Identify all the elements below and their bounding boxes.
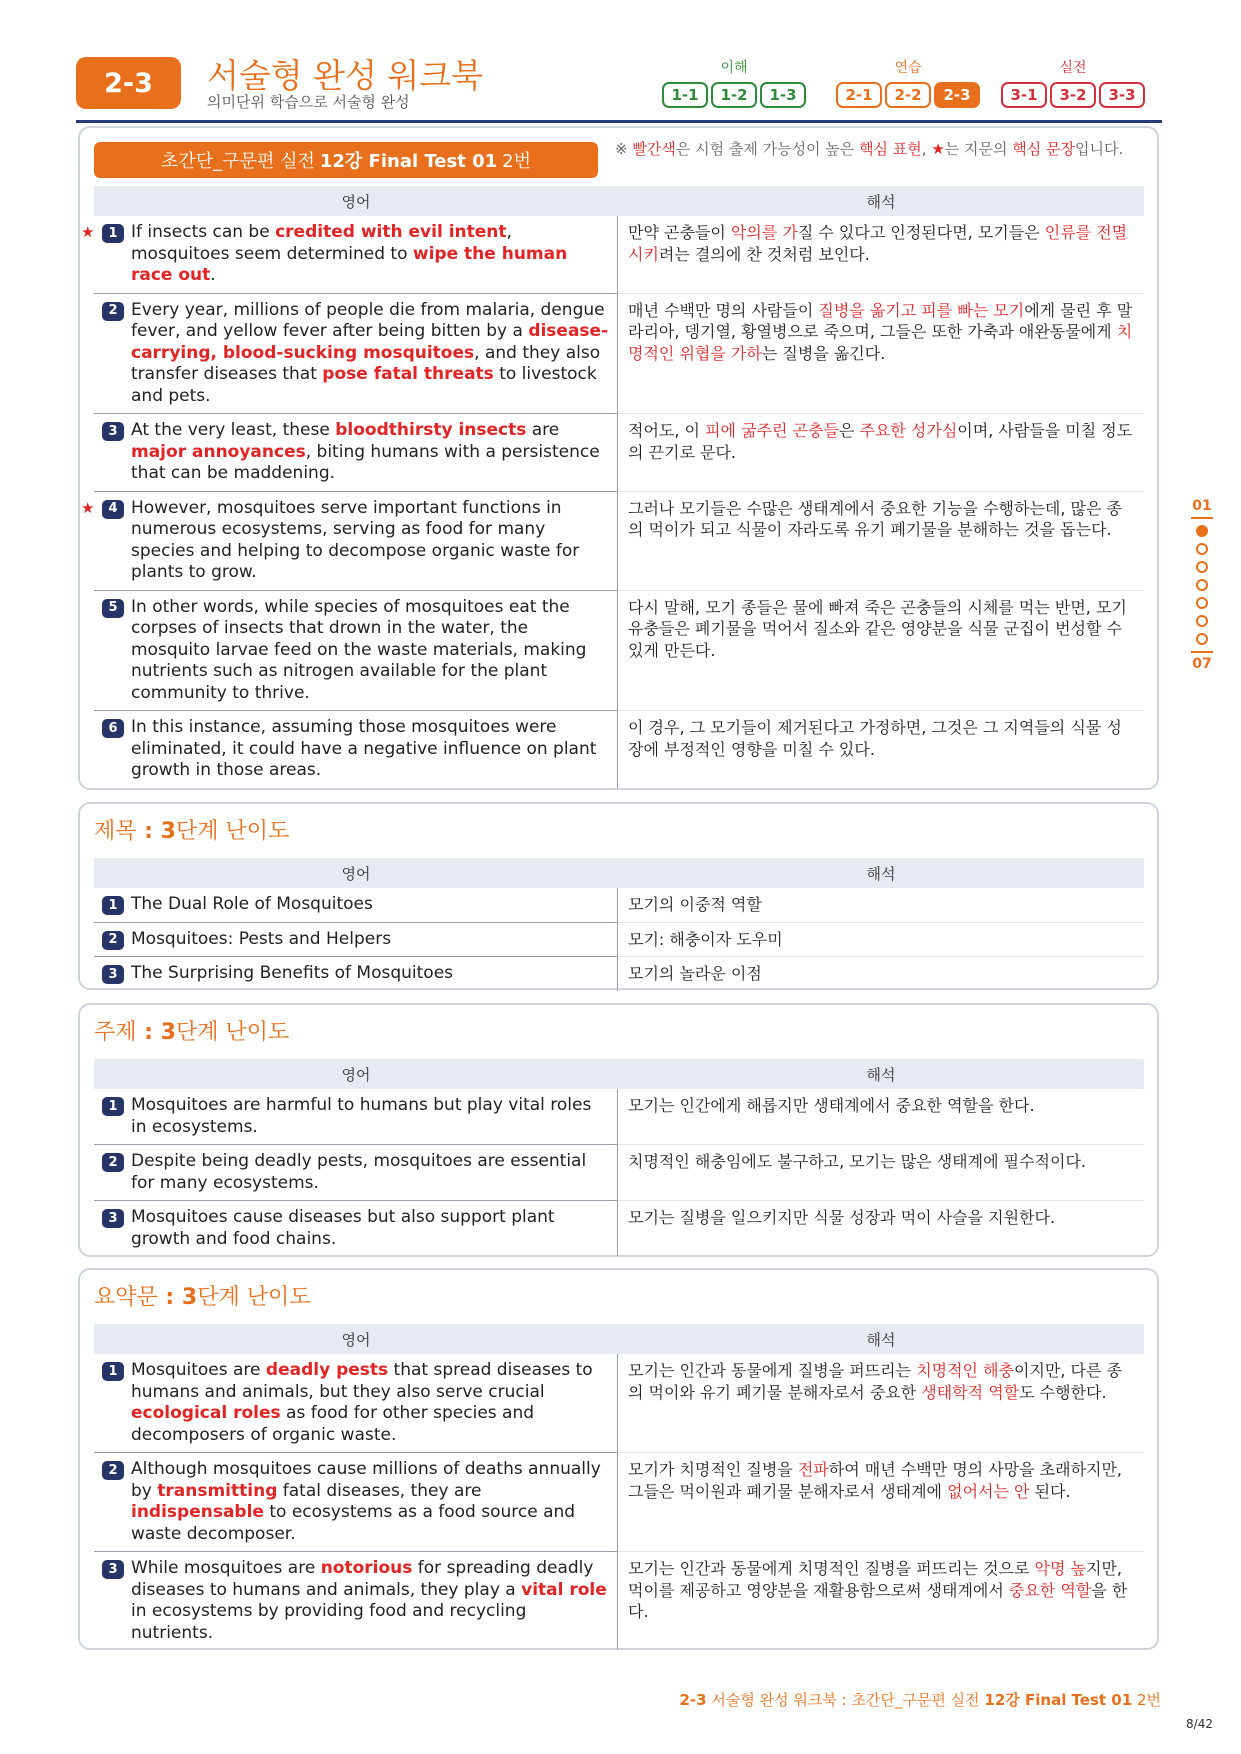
sentence-number: 3 [102,422,124,441]
key-expression: disease-carrying, blood-sucking mosquitoes [131,321,609,363]
translation-text: 려는 결의에 찬 것처럼 보인다. [658,244,870,264]
translation-text: 된다. [1029,1481,1071,1501]
korean-cell [618,492,1144,591]
table-row [94,888,1144,923]
translation-text: 모기의 이중적 역할 [628,895,762,914]
korean-cell [618,711,1144,788]
translation-text: 에게 물린 후 말라리아, 뎅기열, 황열병으로 죽으며, 그들은 또한 가축과 애완동물에게 [628,300,1133,341]
table-row [81,216,1144,294]
nav-dot[interactable] [1196,543,1208,555]
level-pill-1-2[interactable]: 1-2 [711,82,757,108]
level-group-real [1001,57,1145,108]
key-translation: 질병을 옮기고 피를 빠는 모기 [818,300,1025,320]
key-sentence-star-icon: ★ [81,498,95,517]
sentence-text: If insects can be [131,222,276,242]
key-expression: pose fatal threats [322,364,494,384]
test-title-bold: 12강 Final Test 01 [319,151,498,172]
english-cell [94,1145,618,1201]
level-label: 이해 [720,60,748,76]
translation-text: 다시 말해, 모기 종들은 물에 빠져 죽은 곤충들의 시체를 먹는 반면, 모기 유충들은 폐기물을 먹어서 질소와 같은 영양분을 식물 군집이 번성할 수 있게 만든다. [628,597,1127,660]
col-header-english: 영어 [341,192,371,211]
korean-cell [618,1552,1144,1650]
english-cell [81,216,618,294]
summary-rows [94,1354,1144,1650]
english-cell [94,591,618,712]
sentence-text: to livestock and pets. [131,364,597,406]
legend-note: ※ 빨간색은 시험 출제 가능성이 높은 핵심 표현, ★는 지문의 핵심 문장입니다. [615,140,1124,158]
sentence-text: for spreading deadly diseases to humans and animals, they play a [131,1558,594,1600]
korean-cell [618,957,1144,991]
translation-text: 는 질병을 옮긴다. [761,343,886,363]
translation-text: 모기는 인간과 동물에게 치명적인 질병을 퍼뜨리는 것으로 [628,1559,1035,1578]
nav-end-label: 07 [1192,656,1212,672]
translation-text: 적어도, 이 [628,421,706,440]
sentence-number: 3 [102,965,124,984]
table-row [94,1201,1144,1256]
passage-panel [78,126,1159,790]
translation-text: 이며, 사람들을 미칠 정도의 끈기로 문다. [628,421,1133,462]
sentence-number: 2 [102,1461,124,1480]
section-title-theme: 주제 : 3단계 난이도 [94,1020,290,1045]
nav-dot[interactable] [1196,525,1208,537]
table-header [94,1324,1144,1354]
sentence-number: 1 [102,224,124,243]
korean-cell [618,1453,1144,1552]
key-translation: 인류를 전멸시키 [628,223,1128,264]
summary-table [94,1324,1144,1650]
english-cell [94,1089,618,1145]
sentence-text: Despite being deadly pests, mosquitoes are essential for many ecosystems. [131,1151,587,1193]
header-divider [76,120,1162,123]
korean-cell [618,294,1144,415]
sentence-text: to ecosystems as a food source and waste decomposer. [131,1502,576,1544]
key-translation: 악의를 가 [730,223,798,242]
level-pill-2-2[interactable]: 2-2 [885,82,931,108]
english-cell [81,492,618,591]
translation-text: 이 경우, 그 모기들이 제거된다고 가정하면, 그것은 그 지역들의 식물 성장에 부정적인 영향을 미칠 수 있다. [628,718,1122,759]
key-translation: 생태학적 역할 [921,1382,1020,1402]
translation-text: 치명적인 해충임에도 불구하고, 모기는 많은 생태계에 필수적이다. [628,1152,1087,1171]
translation-text: 모기는 질병을 일으키지만 식물 성장과 먹이 사슬을 지원한다. [628,1208,1056,1227]
key-translation: 피에 굶주린 곤충들 [705,421,839,440]
sentence-text: are [526,420,560,440]
key-expression: wipe the human race out [131,243,568,285]
key-translation: 치명적인 해충 [916,1361,1015,1380]
english-cell [94,1552,618,1650]
level-pill-1-1[interactable]: 1-1 [662,82,708,108]
korean-cell [618,1201,1144,1256]
level-pill-3-2[interactable]: 3-2 [1050,82,1096,108]
korean-cell [618,216,1144,294]
korean-cell [618,1089,1144,1145]
level-label: 연습 [894,60,922,76]
col-header-korean: 해석 [866,864,896,883]
sentence-number: 2 [102,1153,124,1172]
translation-text: 매년 수백만 명의 사람들이 [628,300,819,320]
nav-dot[interactable] [1196,615,1208,627]
sentence-text: , biting humans with a persistence that can be maddening. [131,441,600,483]
sentence-text: in ecosystems by providing food and recycling nutrients. [131,1601,527,1643]
sentence-number: 2 [102,931,124,950]
sentence-text: The Surprising Benefits of Mosquitoes [131,963,454,983]
lesson-badge: 2-3 [76,57,181,109]
section-title-summary: 요약문 : 3단계 난이도 [94,1285,311,1310]
sentence-number: 3 [102,1560,124,1579]
nav-bar [1191,651,1213,653]
english-cell [94,1354,618,1453]
translation-text: 이지만, 다른 종의 먹이와 유기 폐기물 분해자로서 중요한 [628,1361,1123,1402]
key-translation: 없어서는 안 [947,1481,1030,1501]
table-row [81,492,1144,591]
test-title-post: 2번 [502,151,531,172]
col-header-english: 영어 [341,1330,371,1349]
sentence-number: 1 [102,896,124,915]
summary-panel [78,1268,1159,1650]
table-row [94,923,1144,958]
nav-start-label: 01 [1192,498,1212,514]
page-subtitle: 의미단위 학습으로 서술형 완성 [207,93,410,111]
table-row [94,591,1144,712]
table-row [94,414,1144,492]
english-cell [94,957,618,991]
level-group-practice [836,57,980,108]
title-rows [94,888,1144,991]
page-number: 8/42 [1186,1717,1213,1731]
english-cell [94,711,618,788]
sentence-text: While mosquitoes are [131,1558,321,1578]
key-expression: ecological roles [131,1403,281,1423]
table-row [94,711,1144,788]
korean-cell [618,1354,1144,1453]
key-translation: 전파 [797,1460,829,1479]
sentence-text: Every year, millions of people die from malaria, dengue fever, and yellow fever after being bitten by a [131,299,605,341]
translation-text: 모기는 인간에게 해롭지만 생태계에서 중요한 역할을 한다. [628,1096,1035,1115]
page-title: 서술형 완성 워크북 [207,56,484,95]
col-header-english: 영어 [341,1065,371,1084]
nav-dot[interactable] [1196,597,1208,609]
nav-dot[interactable] [1196,579,1208,591]
table-row [94,957,1144,991]
translation-text: 을 한다. [628,1580,1128,1621]
theme-panel [78,1003,1159,1257]
level-pill-2-3[interactable]: 2-3 [934,82,980,108]
sentence-number: 4 [102,500,124,519]
passage-table [81,186,1144,788]
sentence-text: In this instance, assuming those mosquitoes were eliminated, it could have a negative influence on plant growth in those areas. [131,717,597,780]
english-cell [94,294,618,415]
korean-cell [618,888,1144,923]
key-translation: 악명 높 [1034,1559,1087,1578]
level-pill-3-3[interactable]: 3-3 [1099,82,1145,108]
key-expression: major annoyances [131,441,306,462]
test-title-pre: 초간단_구문편 실전 [161,151,315,172]
translation-text: 은 [838,421,860,440]
level-pill-3-1[interactable]: 3-1 [1001,82,1047,108]
side-progress-nav [1190,498,1214,672]
translation-text: 모기는 인간과 동물에게 질병을 퍼뜨리는 [628,1361,917,1380]
key-translation: 중요한 역할 [1008,1580,1092,1600]
translation-text: 지만, 먹이를 제공하고 영양분을 재활용함으로써 생태계에서 [628,1559,1123,1600]
translation-text: 만약 곤충들이 [628,223,731,242]
col-header-english: 영어 [341,864,371,883]
sentence-number: 6 [102,719,124,738]
sentence-number: 1 [102,1097,124,1116]
sentence-text: In other words, while species of mosquitoes eat the corpses of insects that drown in the water, the mosquito larvae feed on the waste materials, making nutrients such as nitrogen available for the plant community to thrive. [131,596,587,703]
level-group-understand [662,57,806,108]
key-sentence-star-icon: ★ [81,223,95,241]
col-header-korean: 해석 [866,1065,896,1084]
nav-dot[interactable] [1196,561,1208,573]
sentence-text: fatal diseases, they are [277,1480,482,1501]
theme-rows [94,1089,1144,1256]
sentence-text: Mosquitoes are harmful to humans but play vital roles in ecosystems. [131,1095,592,1137]
sentence-text: as food for other species and decomposers of organic waste. [131,1403,535,1445]
korean-cell [618,1145,1144,1201]
korean-cell [618,923,1144,958]
table-header [94,858,1144,888]
table-row [94,1354,1144,1453]
table-row [94,1453,1144,1552]
nav-bar [1191,517,1213,519]
sentence-text: However, mosquitoes serve important functions in numerous ecosystems, serving as food for many species and helping to decompose organic waste for plants to grow. [131,497,580,582]
title-table [94,858,1144,991]
key-expression: credited with evil intent [275,222,507,242]
sentence-text: , mosquitoes seem determined to [131,222,512,264]
passage-rows [81,216,1144,788]
english-cell [94,888,618,923]
sentence-number: 1 [102,1362,124,1381]
key-translation: 주요한 성가심 [859,421,958,440]
sentence-text: , and they also transfer diseases that [131,342,601,384]
sentence-number: 2 [102,302,124,321]
sentence-number: 5 [102,599,124,618]
level-pill-2-1[interactable]: 2-1 [836,82,882,108]
key-expression: vital role [521,1579,607,1600]
nav-dot[interactable] [1196,633,1208,645]
english-cell [94,414,618,492]
sentence-text: . [210,265,216,285]
sentence-text: Mosquitoes are [131,1360,266,1380]
theme-table [94,1059,1144,1256]
key-expression: bloodthirsty insects [335,420,527,440]
sentence-text: Mosquitoes: Pests and Helpers [131,928,392,949]
level-label: 실전 [1059,60,1087,76]
table-row [94,294,1144,415]
key-expression: transmitting [157,1480,278,1501]
table-row [94,1089,1144,1145]
table-row [94,1552,1144,1650]
sentence-text: Mosquitoes cause diseases but also support plant growth and food chains. [131,1207,555,1249]
nav-dots [1190,525,1214,645]
english-cell [94,1201,618,1256]
table-header [94,186,1144,216]
sentence-text: At the very least, these [131,420,336,440]
key-expression: notorious [320,1558,413,1578]
korean-cell [618,591,1144,712]
key-translation: 치명적인 위협을 가하 [628,322,1133,363]
section-title-title: 제목 : 3단계 난이도 [94,819,290,844]
test-title-bar [94,142,598,178]
col-header-korean: 해석 [866,192,896,211]
translation-text: 하여 매년 수백만 명의 사망을 초래하지만, 그들은 먹이원과 폐기물 분해자로서 생태계에 [628,1460,1123,1501]
title-panel [78,802,1159,990]
level-pill-1-3[interactable]: 1-3 [760,82,806,108]
footer-caption: 2-3 서술형 완성 워크북 : 초간단_구문편 실전 12강 Final Test 01 2번 [679,1691,1161,1709]
english-cell [94,1453,618,1552]
table-row [94,1145,1144,1201]
translation-text: 모기가 치명적인 질병을 [628,1460,798,1479]
key-expression: deadly pests [265,1360,389,1380]
translation-text: 도 수행한다. [1019,1382,1107,1402]
korean-cell [618,414,1144,492]
translation-text: 모기의 놀라운 이점 [628,964,762,983]
sentence-text: that spread diseases to humans and animals, but they also serve crucial [131,1360,593,1402]
english-cell [94,923,618,958]
translation-text: 모기: 해충이자 도우미 [628,929,783,949]
key-expression: indispensable [131,1502,264,1522]
sentence-text: Although mosquitoes cause millions of deaths annually by [131,1459,601,1501]
col-header-korean: 해석 [866,1330,896,1349]
table-header [94,1059,1144,1089]
translation-text: 질 수 있다고 인정된다면, 모기들은 [797,223,1045,242]
sentence-number: 3 [102,1209,124,1228]
sentence-text: The Dual Role of Mosquitoes [131,894,373,914]
translation-text: 그러나 모기들은 수많은 생태계에서 중요한 기능을 수행하는데, 많은 종의 먹이가 되고 식물이 자라도록 유기 폐기물을 분해하는 것을 돕는다. [628,498,1122,539]
